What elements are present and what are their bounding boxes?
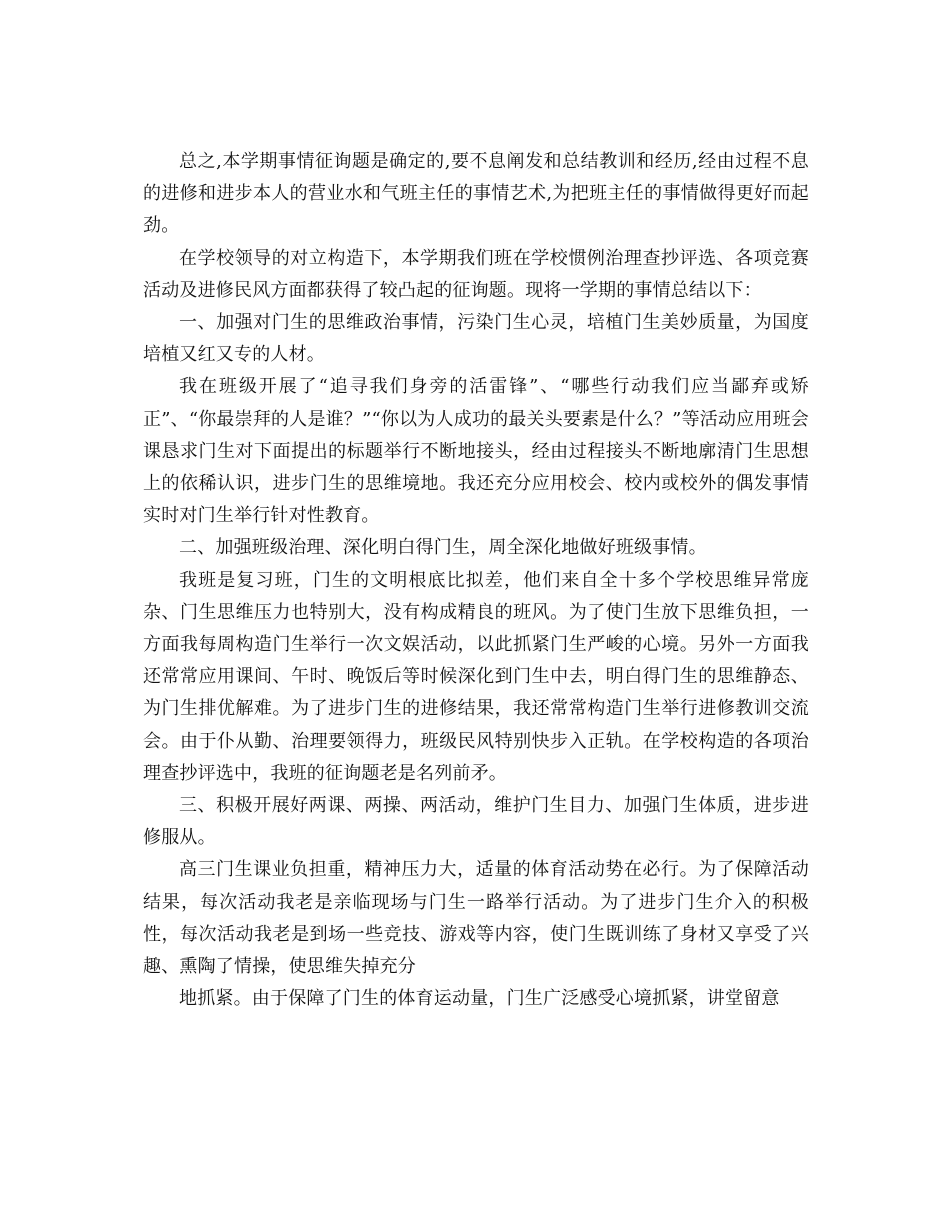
paragraph-summary: 总之,本学期事情征询题是确定的,要不息阐发和总结教训和经历,经由过程不息的进修和进步本人的营业水和气班主任的事情艺术,为把班主任的事情做得更好而起劲。 <box>143 151 809 237</box>
paragraph-sports-activities: 高三门生课业负担重，精神压力大，适量的体育活动势在必行。为了保障活动结果，每次活动我老是亲临现场与门生一路举行活动。为了进步门生介入的积极性，每次活动我老是到场一些竞技、游戏等内容，使门生既训练了身材又享受了兴趣、熏陶了情操，使思维失掉充分 <box>143 859 809 978</box>
paragraph-class-management: 我班是复习班，门生的文明根底比拟差，他们来自全十多个学校思维异常庞杂、门生思维压力也特别大，没有构成精良的班风。为了使门生放下思维负担，一方面我每周构造门生举行一次文娱活动，以此抓紧门生严峻的心境。另外一方面我还常常应用课间、午时、晚饭后等时候深化到门生中去，明白得门生的思维静态、为门生排优解难。为了进步门生的进修结果，我还常常构造门生举行进修教训交流会。由于仆从勤、治理要领得力，班级民风特别快步入正轨。在学校构造的各项治理查抄评选中，我班的征询题老是名列前矛。 <box>143 569 809 784</box>
paragraph-continuation: 地抓紧。由于保障了门生的体育运动量，门生广泛感受心境抓紧，讲堂留意 <box>179 988 780 1010</box>
paragraph-class-activities: 我在班级开展了“追寻我们身旁的活雷锋”、“哪些行动我们应当鄙弃或矫正”、“你最崇拜的人是谁？”“你以为人成功的最关头要素是什么？”等活动应用班会课恳求门生对下面提出的标题举行不断地接头，经由过程接头不断地廓清门生思想上的依稀认识，进步门生的思维境地。我还充分应用校会、校内或校外的偶发事情实时对门生举行针对性教育。 <box>143 376 809 527</box>
section-heading-one: 一、加强对门生的思维政治事情，污染门生心灵，培植门生美妙质量，为国度培植又红又专的人材。 <box>143 312 809 366</box>
paragraph-intro: 在学校领导的对立构造下，本学期我们班在学校惯例治理查抄评选、各项竞赛活动及进修民风方面都获得了较凸起的征询题。现将一学期的事情总结以下： <box>143 247 809 301</box>
section-heading-two: 二、加强班级治理、深化明白得门生，周全深化地做好班级事情。 <box>179 537 707 559</box>
document-body <box>143 146 809 1015</box>
section-heading-three: 三、积极开展好两课、两操、两活动，维护门生目力、加强门生体质，进步进修服从。 <box>143 795 809 849</box>
